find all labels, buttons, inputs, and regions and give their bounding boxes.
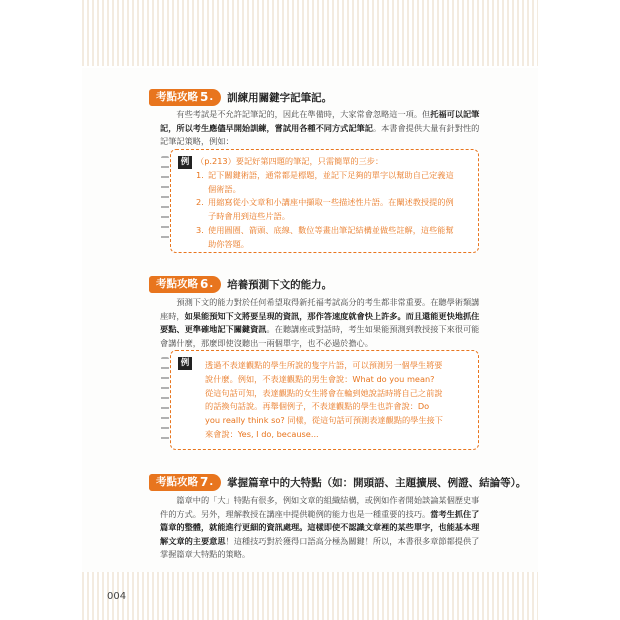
example-label: 例 [178, 156, 192, 169]
section-title-7: 掌握篇章中的大特點（如：開頭語、主題擴展、例證、結論等）。 [227, 477, 527, 489]
list-number: 1. [196, 169, 204, 180]
example-content: 透過不表達觀點的學生所說的隻字片語，可以預測另一個學生將要說什麼。例如，不表達觀點的男生會說：What do you mean? 從這句話可知，表達觀點的女生將會在輪到她說話時將自己之前說的話換句話說。再舉個例子，不表達觀點的學生也許會說：Do you really think so? 同樣，從這句話可預測表達觀點的學生接下來會說：Yes, I do, because... [205, 360, 443, 439]
list-text: 使用圓圈、箭頭、底線、數位等畫出筆記結構並做些註解，這些能幫助你答題。 [208, 224, 454, 249]
section-paragraph-7 [160, 494, 480, 562]
section-paragraph-6 [160, 296, 480, 350]
section-header-5 [149, 89, 332, 106]
section-header-6 [149, 276, 332, 293]
section-badge-5 [149, 89, 221, 106]
list-item [196, 169, 458, 197]
section-title-6: 培養預測下文的能力。 [227, 279, 333, 291]
badge-dot: . [209, 92, 214, 103]
example-content [196, 155, 458, 252]
example-intro: （p.213）要記好第四題的筆記，只需簡單的三步： [196, 156, 384, 166]
paragraph-text: 篇章中的「大」特點有很多，例如文章的組織結構，或例如作者開始談論某個歷史事件的方式。另外，理解教授在講座中提供範例的能力也是一種重要的技巧。 [160, 495, 480, 519]
paragraph-text: 。在聽講座或對話時，考生如果能預測到教授接下來很可能會講什麼，那麼即使沒聽出一兩個單字，也不必過於擔心。 [160, 324, 480, 348]
badge-dot: . [209, 477, 214, 488]
badge-dot: . [209, 279, 214, 290]
section-badge-6 [149, 276, 221, 293]
section-badge-7 [149, 474, 221, 491]
page-number: 004 [107, 591, 127, 602]
example-box-6 [170, 350, 479, 450]
example-label: 例 [178, 357, 192, 370]
badge-number: 5 [200, 90, 209, 104]
list-number: 3. [196, 224, 204, 235]
example-list [196, 169, 458, 252]
decorative-stripes-bottom [82, 572, 538, 620]
badge-prefix: 考點攻略 [156, 91, 198, 103]
decorative-stripes-top [82, 0, 538, 66]
example-box-5 [170, 149, 479, 253]
list-text: 用縮寫從小文章和小講座中擷取一些描述性片語。在闡述教授提的例子時會用到這些片語。 [208, 197, 454, 222]
section-paragraph-5 [160, 108, 480, 149]
paragraph-emphasis: 如果能預知下文將要呈現的資訊，那作答速度就會快上許多。而且還能更快地抓住要點、更準確地記下關鍵資訊 [160, 310, 480, 334]
paragraph-text: 有些考試是不允許記筆記的，因此在準備時，大家常會忽略這一項。但 [176, 109, 431, 119]
paragraph-text: 。本書會提供大量有針對性的記筆記策略，例如： [160, 122, 480, 146]
paragraph-emphasis: 當考生抓住了篇章的整體，就能進行更細的資訊處理。這樣即使不認識文章裡的某些單字，也能基本理解文章的主要意思 [160, 508, 480, 546]
paragraph-text: 預測下文的能力對於任何希望取得新托福考試高分的考生都非常重要。在聽學術類講座時， [160, 297, 480, 321]
section-header-7 [149, 474, 526, 491]
list-text: 記下關鍵術語，通常都是標題，並記下足夠的單字以幫助自己定義這個術語。 [208, 169, 454, 194]
badge-number: 7 [200, 475, 209, 489]
paragraph-text: ！這種技巧對於獲得口語高分極為關鍵！所以，本書很多章節都提供了掌握篇章大特點的策略。 [160, 535, 480, 559]
list-item [196, 224, 458, 252]
badge-prefix: 考點攻略 [156, 476, 198, 488]
badge-prefix: 考點攻略 [156, 278, 198, 290]
badge-number: 6 [200, 277, 209, 291]
list-item [196, 196, 458, 224]
section-title-5: 訓練用關鍵字記筆記。 [227, 92, 333, 104]
paragraph-emphasis: 托福可以記筆記，所以考生應儘早開始訓練，嘗試用各種不同方式記筆記 [160, 109, 480, 133]
list-number: 2. [196, 197, 204, 208]
